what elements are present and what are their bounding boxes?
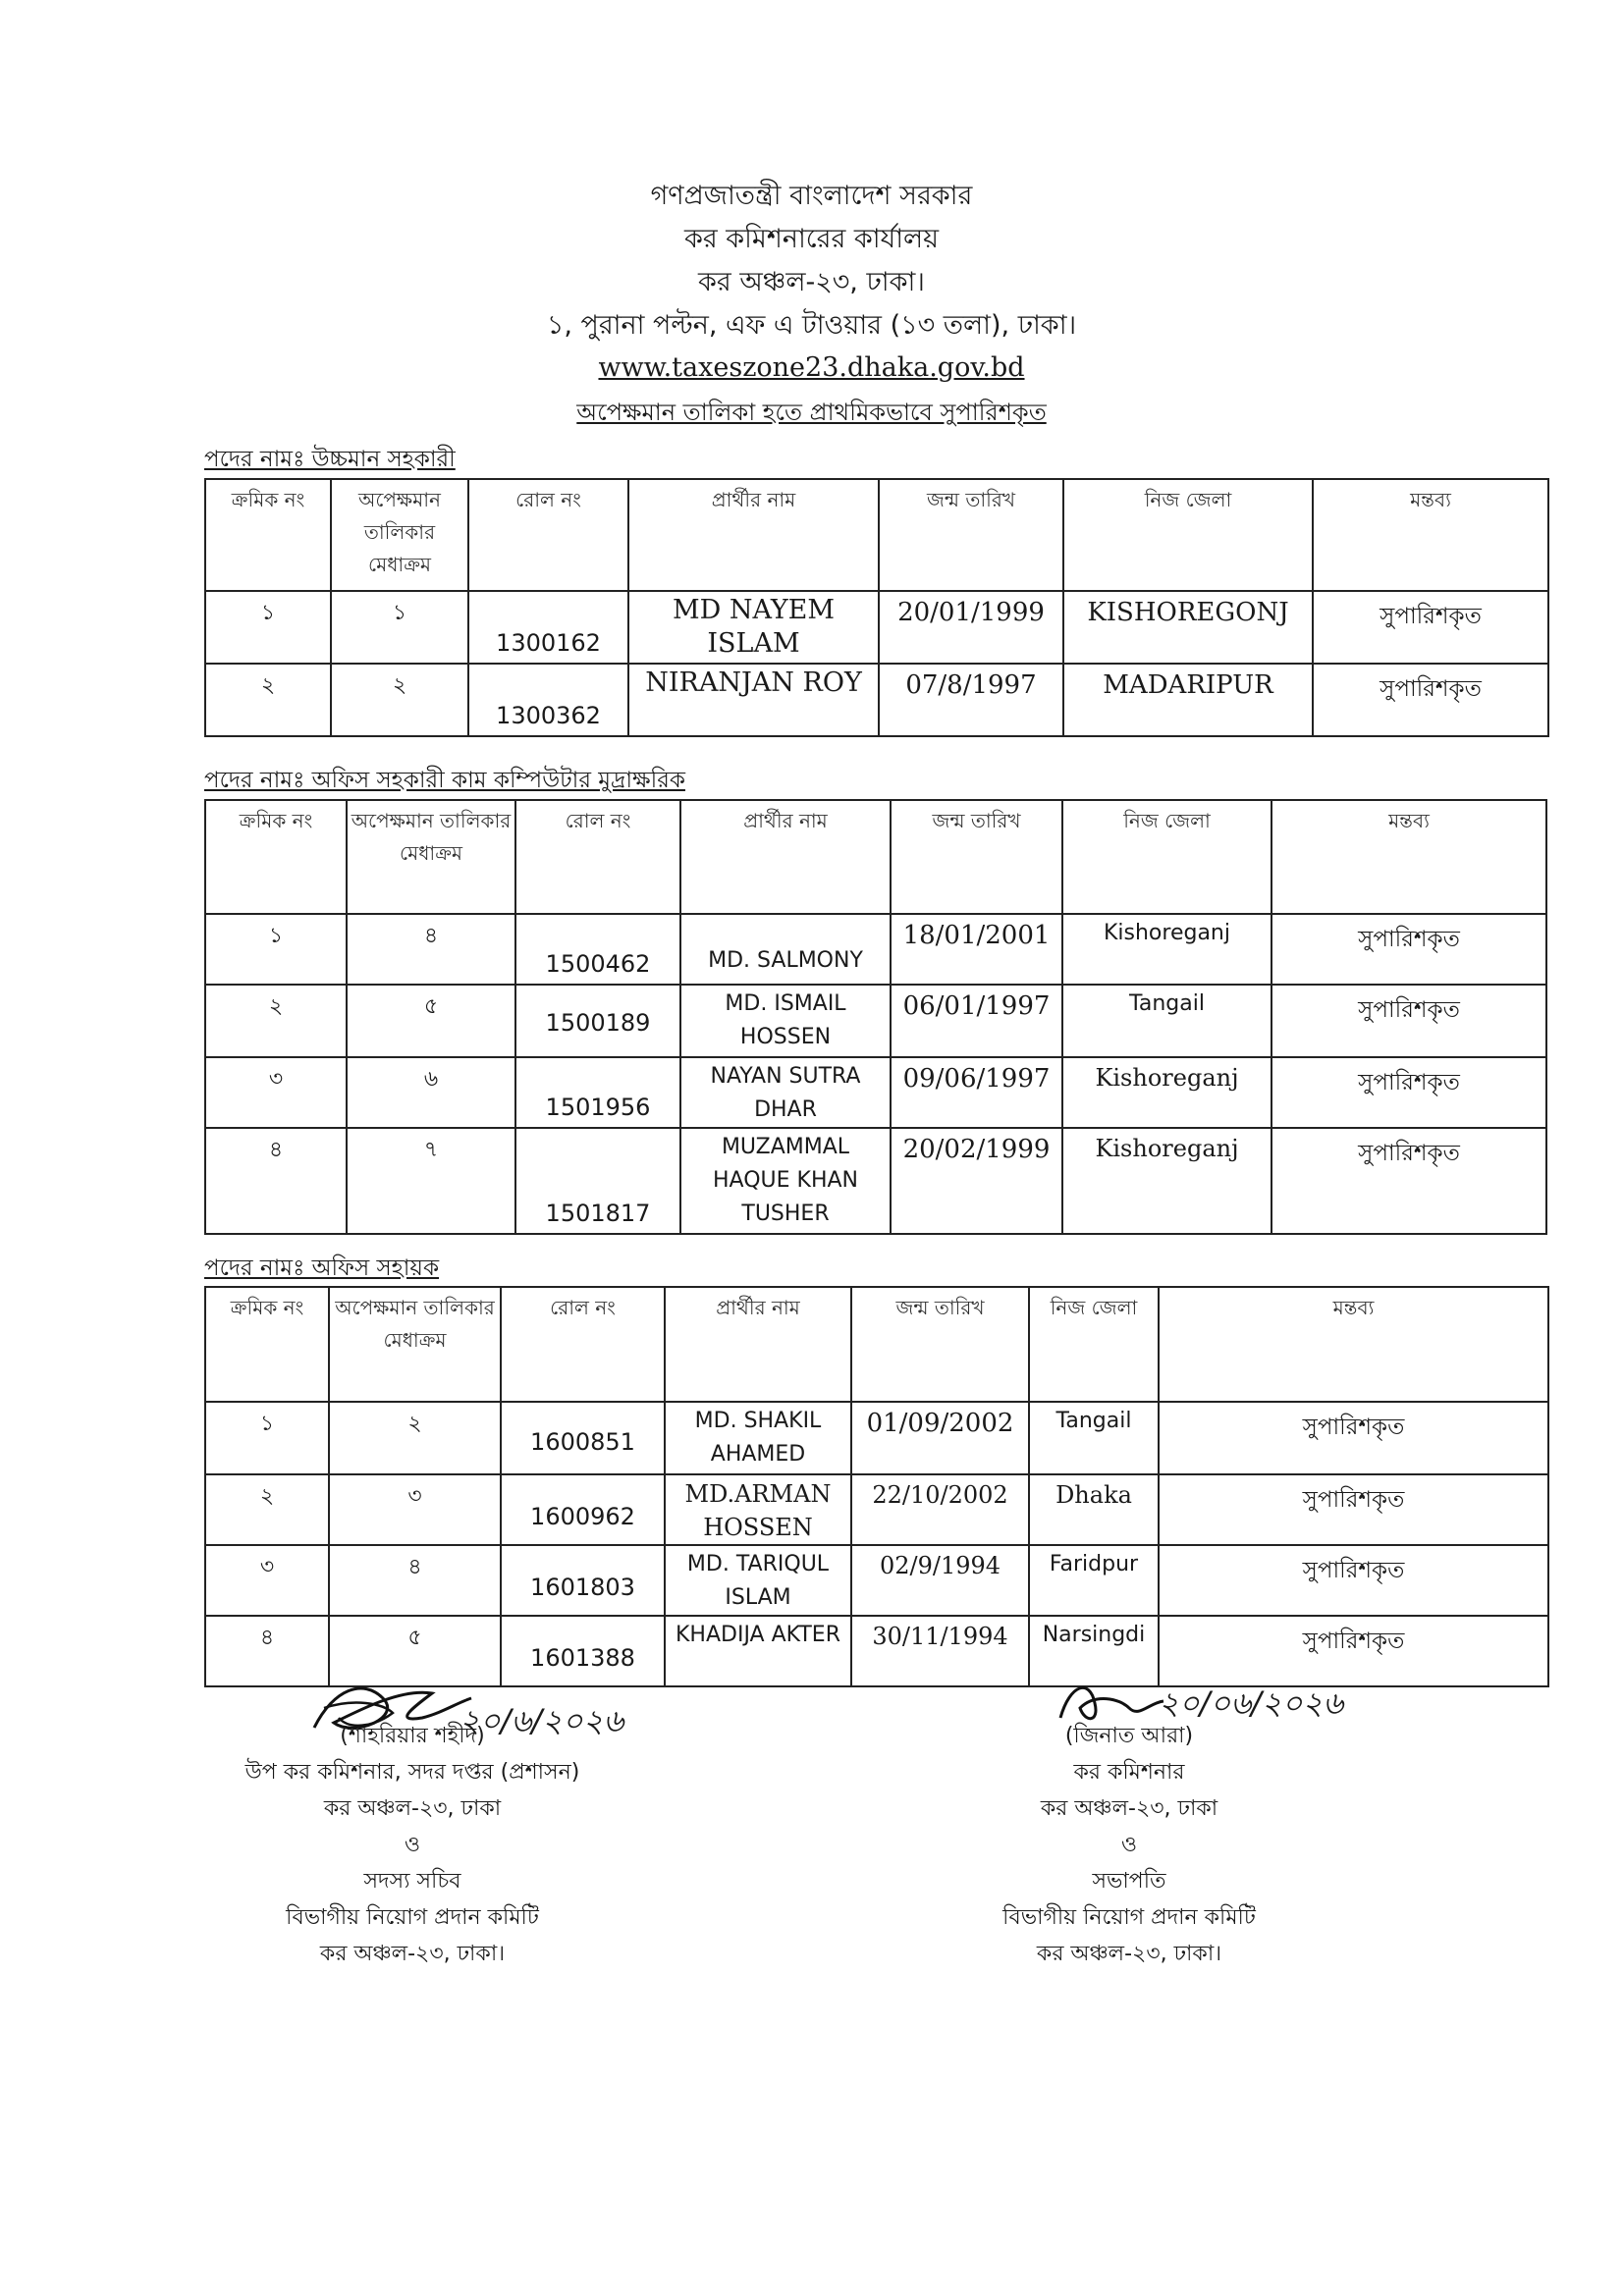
signatory-left-office2: কর অঞ্চল-২৩, ঢাকা। bbox=[319, 1942, 506, 1966]
roll: 1501956 bbox=[545, 1094, 651, 1121]
merit: ৫ bbox=[423, 994, 439, 1019]
district: MADARIPUR bbox=[1103, 670, 1273, 700]
dob: 01/09/2002 bbox=[866, 1409, 1014, 1438]
signatory-left-and: ও bbox=[404, 1833, 421, 1857]
roll: 1500462 bbox=[545, 950, 651, 978]
table-office-assistant-typist bbox=[204, 799, 1547, 1235]
website-link[interactable]: www.taxeszone23.dhaka.gov.bd bbox=[598, 352, 1025, 383]
serial: ২ bbox=[259, 1484, 275, 1509]
office-address: ১, পুরানা পল্টন, এফ এ টাওয়ার (১৩ তলা), ঢাকা। bbox=[546, 310, 1077, 341]
col-district: নিজ জেলা bbox=[1063, 479, 1313, 591]
table-row bbox=[205, 1057, 1546, 1128]
remark: সুপারিশকৃত bbox=[1358, 1141, 1460, 1166]
candidate-name: MD. SHAKIL AHAMED bbox=[694, 1409, 822, 1467]
dob: 20/02/1999 bbox=[902, 1135, 1051, 1164]
candidate-name: MD. ISMAIL HOSSEN bbox=[725, 991, 846, 1049]
col-serial: ক্রমিক নং bbox=[205, 1287, 329, 1402]
col-merit: অপেক্ষমান তালিকার মেধাক্রম bbox=[347, 800, 515, 914]
district: Kishoreganj bbox=[1095, 1135, 1239, 1162]
table-row bbox=[205, 914, 1546, 985]
serial: ৪ bbox=[259, 1626, 275, 1650]
remark: সুপারিশকৃত bbox=[1302, 1558, 1405, 1583]
col-district: নিজ জেলা bbox=[1029, 1287, 1159, 1402]
candidate-name: MD. SALMONY bbox=[708, 948, 863, 973]
signatory-right-office2: কর অঞ্চল-২৩, ঢাকা। bbox=[1036, 1942, 1222, 1966]
col-name: প্রার্থীর নাম bbox=[680, 800, 891, 914]
col-roll: রোল নং bbox=[501, 1287, 665, 1402]
signatory-right-designation: কর কমিশনার bbox=[1073, 1760, 1185, 1785]
office-name: কর কমিশনারের কার্যালয় bbox=[683, 224, 940, 254]
table-row bbox=[205, 591, 1548, 664]
roll: 1601803 bbox=[530, 1574, 635, 1601]
serial: ২ bbox=[268, 994, 284, 1019]
remark: সুপারিশকৃত bbox=[1380, 676, 1482, 702]
candidate-name: NIRANJAN ROY bbox=[645, 667, 862, 698]
col-district: নিজ জেলা bbox=[1062, 800, 1271, 914]
signature-block-left bbox=[201, 1718, 623, 1972]
table-row bbox=[205, 664, 1548, 736]
col-remark: মন্তব্য bbox=[1159, 1287, 1548, 1402]
letterhead bbox=[0, 175, 1623, 432]
roll: 1600851 bbox=[530, 1428, 635, 1456]
remark: সুপারিশকৃত bbox=[1358, 1070, 1460, 1095]
merit: ২ bbox=[392, 673, 407, 698]
serial: ২ bbox=[260, 673, 276, 698]
serial: ৩ bbox=[259, 1555, 275, 1579]
remark: সুপারিশকৃত bbox=[1302, 1415, 1405, 1440]
col-remark: মন্তব্য bbox=[1271, 800, 1546, 914]
signature-block-right bbox=[943, 1718, 1316, 1972]
col-dob: জন্ম তারিখ bbox=[851, 1287, 1029, 1402]
district: Faridpur bbox=[1049, 1552, 1139, 1576]
merit: ১ bbox=[392, 601, 407, 625]
dob: 18/01/2001 bbox=[902, 921, 1051, 950]
merit: ৭ bbox=[423, 1138, 439, 1162]
merit: ৩ bbox=[407, 1484, 422, 1509]
table-row bbox=[205, 985, 1546, 1057]
signatory-left-role: সদস্য সচিব bbox=[363, 1869, 461, 1894]
zone-name: কর অঞ্চল-২৩, ঢাকা। bbox=[698, 267, 925, 297]
district: KISHOREGONJ bbox=[1087, 598, 1289, 627]
dob: 09/06/1997 bbox=[902, 1064, 1051, 1094]
district: Tangail bbox=[1055, 1409, 1132, 1433]
merit: ৫ bbox=[407, 1626, 422, 1650]
col-roll: রোল নং bbox=[515, 800, 680, 914]
remark: সুপারিশকৃত bbox=[1302, 1487, 1405, 1513]
signatory-left-committee: বিভাগীয় নিয়োগ প্রদান কমিটি bbox=[286, 1905, 539, 1930]
district: Kishoreganj bbox=[1095, 1064, 1239, 1092]
signatory-right-name: (জিনাত আরা) bbox=[1064, 1724, 1194, 1748]
roll: 1501817 bbox=[545, 1200, 651, 1227]
signatory-right-and: ও bbox=[1120, 1833, 1138, 1857]
government-name: গণপ্রজাতন্ত্রী বাংলাদেশ সরকার bbox=[650, 181, 973, 211]
col-merit: অপেক্ষমান তালিকার মেধাক্রম bbox=[329, 1287, 501, 1402]
remark: সুপারিশকৃত bbox=[1302, 1629, 1405, 1654]
page-subtitle: অপেক্ষমান তালিকা হতে প্রাথমিকভাবে সুপারিশকৃত bbox=[576, 399, 1047, 426]
col-remark: মন্তব্য bbox=[1313, 479, 1548, 591]
roll: 1500189 bbox=[545, 1009, 651, 1037]
serial: ১ bbox=[260, 601, 276, 625]
merit: ৪ bbox=[407, 1555, 422, 1579]
table-row bbox=[205, 1545, 1548, 1616]
roll: 1300162 bbox=[496, 629, 601, 657]
serial: ১ bbox=[268, 924, 284, 948]
dob: 07/8/1997 bbox=[905, 670, 1037, 700]
signatory-left-designation: উপ কর কমিশনার, সদর দপ্তর (প্রশাসন) bbox=[244, 1760, 580, 1785]
col-serial: ক্রমিক নং bbox=[205, 800, 347, 914]
signatory-right-committee: বিভাগীয় নিয়োগ প্রদান কমিটি bbox=[1002, 1905, 1256, 1930]
col-name: প্রার্থীর নাম bbox=[665, 1287, 851, 1402]
remark: সুপারিশকৃত bbox=[1358, 997, 1460, 1023]
district: Kishoreganj bbox=[1103, 921, 1230, 945]
roll: 1601388 bbox=[530, 1644, 635, 1672]
col-merit: অপেক্ষমান তালিকার মেধাক্রম bbox=[331, 479, 468, 591]
district: Tangail bbox=[1129, 991, 1205, 1016]
dob: 20/01/1999 bbox=[897, 598, 1045, 627]
candidate-name: MD NAYEM ISLAM bbox=[672, 595, 836, 659]
merit: ৪ bbox=[423, 924, 439, 948]
col-name: প্রার্থীর নাম bbox=[628, 479, 879, 591]
district: Dhaka bbox=[1055, 1481, 1132, 1509]
table-row bbox=[205, 1474, 1548, 1545]
signatory-left-name: (শাহরিয়ার শহীদ) bbox=[340, 1724, 485, 1748]
section-title-office-helper: পদের নামঃ অফিস সহায়ক bbox=[204, 1255, 440, 1281]
table-row bbox=[205, 1402, 1548, 1474]
candidate-name: NAYAN SUTRA DHAR bbox=[710, 1064, 861, 1122]
roll: 1600962 bbox=[530, 1503, 635, 1530]
serial: ৪ bbox=[268, 1138, 284, 1162]
remark: সুপারিশকৃত bbox=[1358, 927, 1460, 952]
candidate-name: MD. TARIQUL ISLAM bbox=[686, 1552, 830, 1610]
section-title-office-assistant-typist: পদের নামঃ অফিস সহকারী কাম কম্পিউটার মুদ্রাক্ষরিক bbox=[204, 768, 685, 793]
table-office-helper bbox=[204, 1286, 1549, 1687]
serial: ৩ bbox=[268, 1067, 284, 1092]
col-dob: জন্ম তারিখ bbox=[891, 800, 1062, 914]
signature-left-date: ২০/৬/২০২৬ bbox=[460, 1702, 624, 1739]
dob: 30/11/1994 bbox=[872, 1623, 1008, 1650]
district: Narsingdi bbox=[1042, 1623, 1146, 1647]
table-row bbox=[205, 1128, 1546, 1234]
signatory-right-role: সভাপতি bbox=[1092, 1869, 1166, 1894]
dob: 02/9/1994 bbox=[879, 1552, 1001, 1579]
table-higher-assistant bbox=[204, 478, 1549, 737]
dob: 22/10/2002 bbox=[872, 1481, 1008, 1509]
remark: সুপারিশকৃত bbox=[1380, 604, 1482, 629]
serial: ১ bbox=[259, 1412, 275, 1436]
candidate-name: KHADIJA AKTER bbox=[676, 1623, 840, 1647]
candidate-name: MUZAMMAL HAQUE KHAN TUSHER bbox=[713, 1135, 858, 1226]
dob: 06/01/1997 bbox=[902, 991, 1051, 1021]
col-serial: ক্রমিক নং bbox=[205, 479, 331, 591]
candidate-name: MD.ARMAN HOSSEN bbox=[684, 1480, 832, 1541]
signatory-left-office: কর অঞ্চল-২৩, ঢাকা bbox=[323, 1796, 502, 1821]
merit: ২ bbox=[407, 1412, 422, 1436]
merit: ৬ bbox=[423, 1067, 439, 1092]
signature-right-date: ২০/০৬/২০২৬ bbox=[1159, 1684, 1344, 1722]
col-dob: জন্ম তারিখ bbox=[879, 479, 1063, 591]
section-title-higher-assistant: পদের নামঃ উচ্চমান সহকারী bbox=[204, 447, 456, 472]
col-roll: রোল নং bbox=[468, 479, 628, 591]
roll: 1300362 bbox=[496, 702, 601, 729]
signatory-right-office: কর অঞ্চল-২৩, ঢাকা bbox=[1040, 1796, 1218, 1821]
